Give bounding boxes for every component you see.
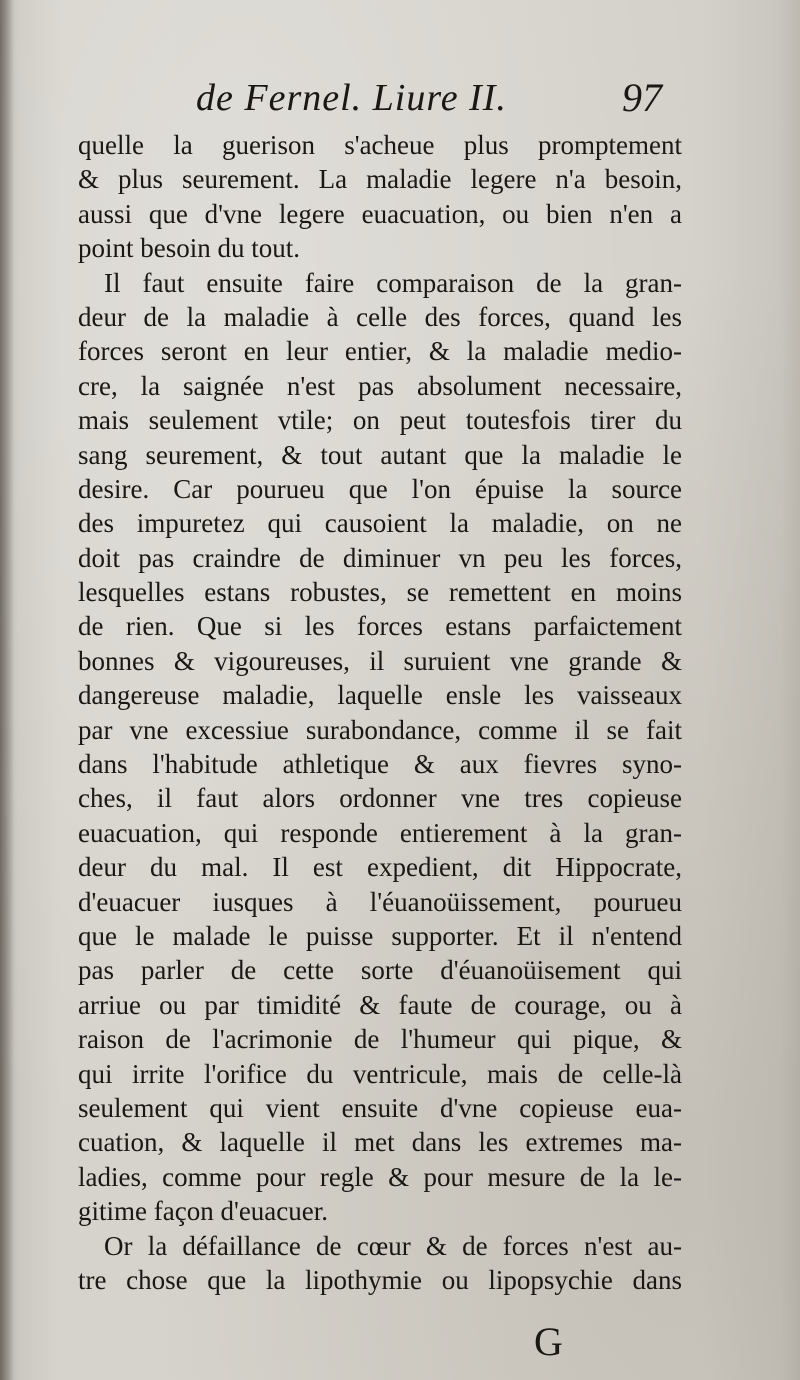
text-line: cuation, & laquelle il met dans les extremes ma- [78, 1127, 682, 1158]
paragraph-start-line: Or la défaillance de cœur & de forces n'est au- [104, 1230, 682, 1261]
text-line: lesquelles estans robustes, se remettent en moins [78, 577, 682, 608]
text-line: sang seurement, & tout autant que la maladie le [78, 439, 682, 470]
page-number: 97 [622, 75, 662, 120]
text-line: bonnes & vigoureuses, il suruient vne grande & [78, 645, 682, 676]
text-line: de rien. Que si les forces estans parfaictement [78, 611, 682, 642]
text-line: mais seulement vtile; on peut toutesfois tirer du [78, 405, 682, 436]
text-line: arriue ou par timidité & faute de courage, ou à [78, 989, 682, 1020]
text-line: euacuation, qui responde entierement à la gran- [78, 817, 682, 848]
text-line: que le malade le puisse supporter. Et il n'entend [78, 920, 682, 951]
text-line: qui irrite l'orifice du ventricule, mais de celle-là [78, 1058, 682, 1089]
signature-mark: G [534, 1319, 563, 1364]
text-line: tre chose que la lipothymie ou lipopsychie dans [78, 1264, 682, 1295]
text-line: dans l'habitude athletique & aux fievres syno- [78, 749, 682, 780]
text-line: ladies, comme pour regle & pour mesure de la le- [78, 1161, 682, 1192]
text-line: d'euacuer iusques à l'éuanoüissement, pourueu [78, 886, 682, 917]
paragraph-start-line: Il faut ensuite faire comparaison de la gran- [104, 267, 682, 298]
text-line: deur de la maladie à celle des forces, quand les [78, 301, 682, 332]
text-line: desire. Car pourueu que l'on épuise la source [78, 473, 682, 504]
page-header [0, 74, 800, 126]
text-line: par vne excessiue surabondance, comme il se fait [78, 714, 682, 745]
text-line: dangereuse maladie, laquelle ensle les vaisseaux [78, 680, 682, 711]
text-line: doit pas craindre de diminuer vn peu les forces, [78, 542, 682, 573]
text-line: quelle la guerison s'acheue plus promptement [78, 130, 682, 160]
text-line: pas parler de cette sorte d'éuanoüisement qui [78, 955, 682, 986]
text-line: forces seront en leur entier, & la maladie medio- [78, 336, 682, 367]
text-line: seulement qui vient ensuite d'vne copieuse eua- [78, 1092, 682, 1123]
text-line: ches, il faut alors ordonner vne tres copieuse [78, 783, 682, 814]
text-line: point besoin du tout. [78, 233, 300, 264]
text-line: gitime façon d'euacuer. [78, 1196, 329, 1227]
text-line: deur du mal. Il est expedient, dit Hippocrate, [78, 852, 682, 883]
text-line: raison de l'acrimonie de l'humeur qui pique, & [78, 1024, 682, 1055]
page-edge-shadow [0, 0, 14, 1380]
text-line: cre, la saignée n'est pas absolument necessaire, [78, 370, 682, 401]
text-line: aussi que d'vne legere euacuation, ou bien n'en a [78, 198, 682, 229]
running-title: de Fernel. Liure II. [196, 77, 507, 119]
body-text [78, 128, 682, 1297]
text-line: des impuretez qui causoient la maladie, on ne [78, 508, 682, 539]
text-line: & plus seurement. La maladie legere n'a besoin, [78, 164, 682, 195]
